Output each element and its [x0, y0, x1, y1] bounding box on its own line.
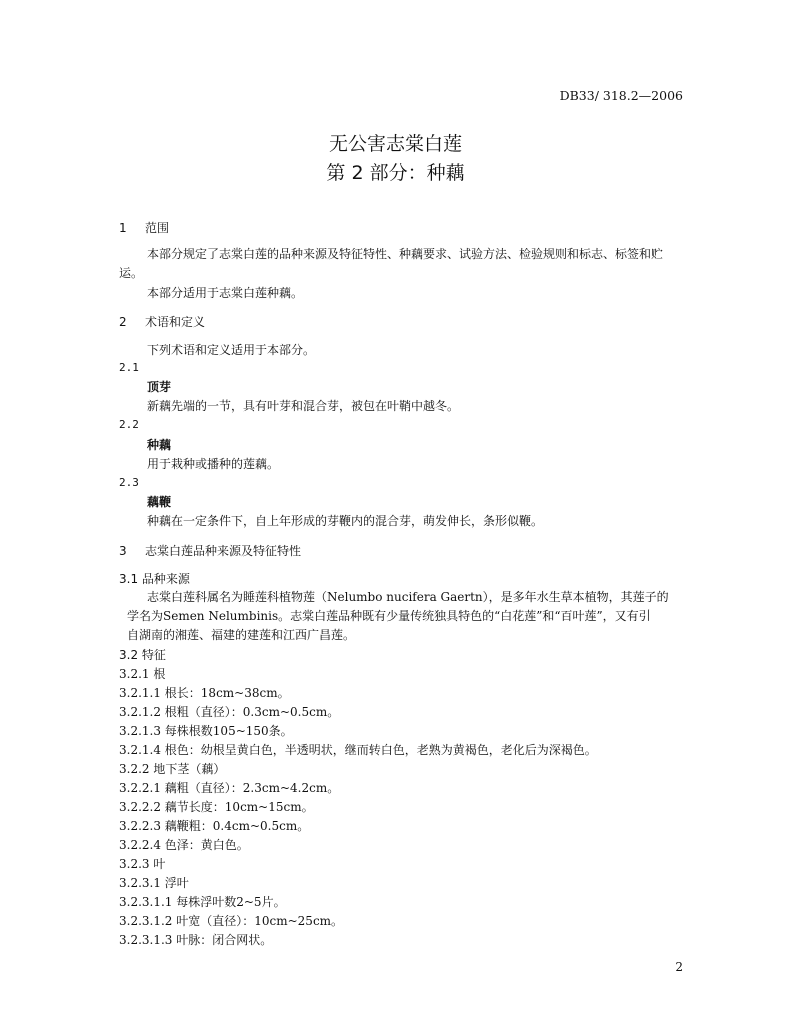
paragraph: 下列术语和定义适用于本部分。: [147, 343, 316, 357]
clause-item: 3.2.2.1 藕粗（直径）：2.3cm~4.2cm。: [119, 781, 340, 795]
clause-item: 3.2.2.4 色泽：黄白色。: [119, 838, 249, 852]
subsection-heading: 3.1 品种来源: [119, 572, 190, 586]
section-title: 范围: [145, 221, 170, 235]
definition-term: 顶芽: [147, 380, 172, 394]
clause-item: 3.2.1.2 根粗（直径）：0.3cm~0.5cm。: [119, 705, 340, 719]
section-number: 1: [119, 221, 127, 235]
clause-item: 3.2.3 叶: [119, 857, 166, 871]
clause-item: 3.2.3.1.2 叶宽（直径）：10cm~25cm。: [119, 914, 344, 928]
paragraph-continuation: 运。: [119, 266, 144, 280]
paragraph: 本部分适用于志棠白莲种藕。: [147, 286, 304, 300]
definition-number: 2.3: [119, 476, 139, 489]
clause-item: 3.2.1.4 根色：幼根呈黄白色，半透明状，继而转白色，老熟为黄褐色，老化后为深褐色。: [119, 743, 597, 757]
clause-item: 3.2.2.2 藕节长度：10cm~15cm。: [119, 800, 314, 814]
clause-item: 3.2.2 地下茎（藕）: [119, 762, 226, 776]
section-title: 术语和定义: [145, 315, 206, 329]
section-title: 志棠白莲品种来源及特征特性: [145, 544, 302, 558]
definition-text: 种藕在一定条件下，自上年形成的芽鞭内的混合芽，萌发伸长，条形似鞭。: [147, 514, 544, 528]
paragraph: 志棠白莲科属名为睡莲科植物莲（Nelumbo nucifera Gaertn），是多年水生草本植物，其莲子的: [147, 590, 669, 604]
clause-item: 3.2.2.3 藕鞭粗：0.4cm~0.5cm。: [119, 819, 310, 833]
definition-text: 用于栽种或播种的莲藕。: [147, 457, 280, 471]
definition-term: 藕鞭: [147, 495, 172, 509]
document-subtitle: 第 2 部分：种藕: [326, 162, 465, 184]
clause-item: 3.2.1.1 根长：18cm~38cm。: [119, 686, 290, 700]
definition-term: 种藕: [147, 438, 172, 452]
document-title: 无公害志棠白莲: [328, 133, 462, 155]
section-number: 2: [119, 315, 127, 329]
subsection-heading: 3.2 特征: [119, 648, 166, 662]
standard-code: DB33/ 318.2—2006: [559, 88, 683, 103]
clause-item: 3.2.3.1.3 叶脉：闭合网状。: [119, 933, 273, 947]
definition-number: 2.2: [119, 418, 139, 431]
section-1-heading: [119, 219, 169, 236]
definition-text: 新藕先端的一节，具有叶芽和混合芽，被包在叶鞘中越冬。: [147, 399, 460, 413]
clause-item: 3.2.3.1 浮叶: [119, 876, 189, 890]
section-number: 3: [119, 544, 127, 558]
page-number: 2: [675, 960, 683, 974]
clause-item: 3.2.3.1.1 每株浮叶数2~5片。: [119, 895, 286, 909]
clause-item: 3.2.1 根: [119, 667, 166, 681]
paragraph-continuation: 学名为Semen Nelumbinis。志棠白莲品种既有少量传统独具特色的“白花莲”和“百叶莲”，又有引: [127, 609, 651, 623]
section-2-heading: [119, 313, 205, 330]
section-3-heading: [119, 542, 301, 559]
definition-number: 2.1: [119, 361, 139, 374]
paragraph: 本部分规定了志棠白莲的品种来源及特征特性、种藕要求、试验方法、检验规则和标志、标签和贮: [147, 247, 664, 261]
paragraph-continuation: 自湖南的湘莲、福建的建莲和江西广昌莲。: [127, 628, 356, 642]
clause-item: 3.2.1.3 每株根数105~150条。: [119, 724, 293, 738]
